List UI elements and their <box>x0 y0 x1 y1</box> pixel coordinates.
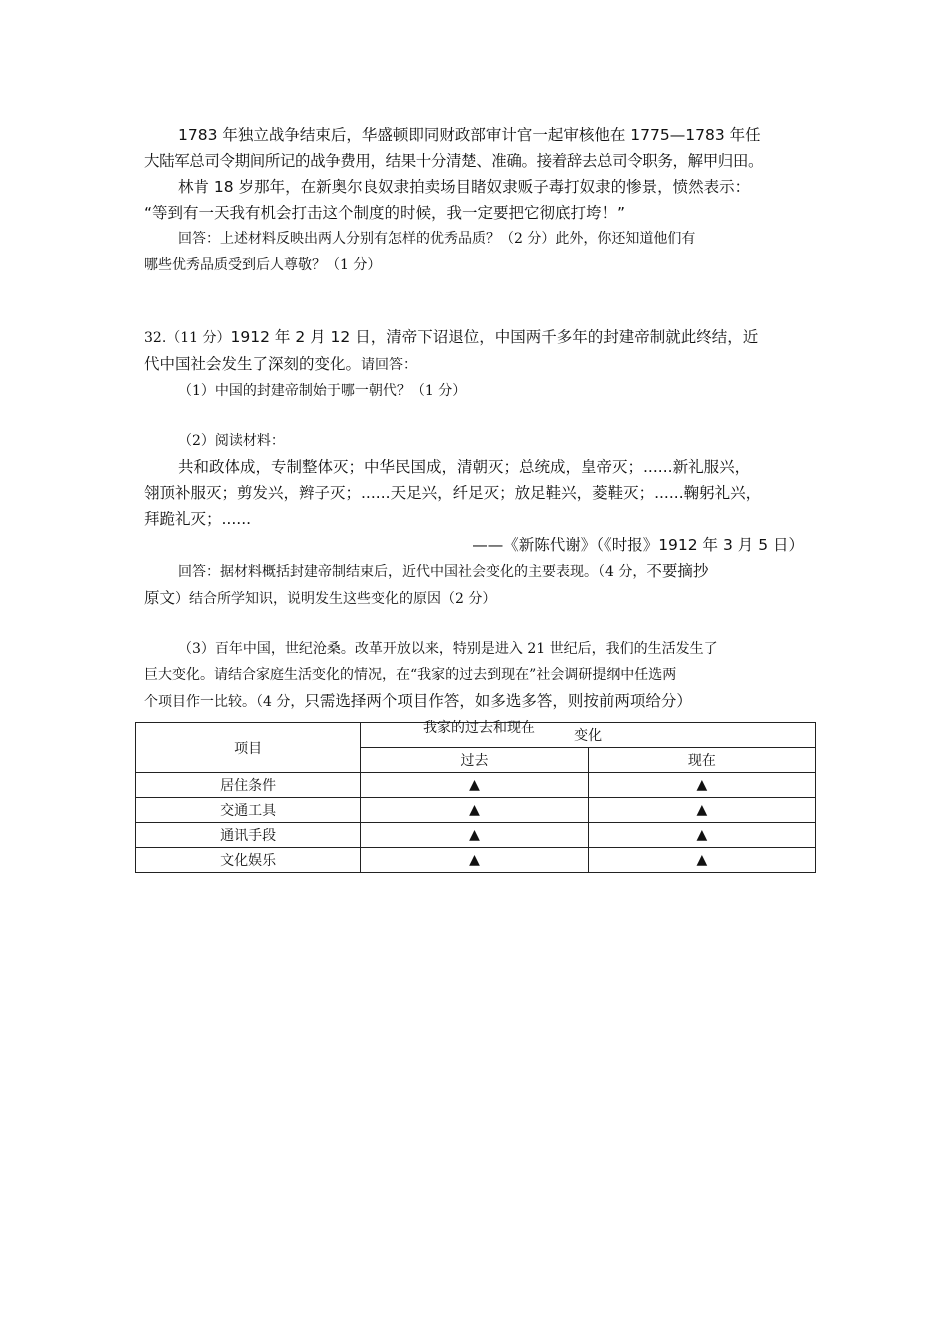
q32-heading-text: 1912 年 2 月 12 日，清帝下诏退位，中国两千多年的封建帝制就此终结，近 <box>230 328 759 346</box>
q32-answer-2-line-1 <box>144 558 814 585</box>
q32-sub-question-3-line-2: 巨大变化。请结合家庭生活变化的情况，在“我家的过去到现在”社会调研提纲中任选两 <box>144 667 677 683</box>
header-item: 项目 <box>136 723 361 773</box>
q32-prompt: 请回答： <box>361 357 418 373</box>
row-now-blank: ▲ <box>588 823 815 848</box>
table-row <box>136 798 816 823</box>
row-now-blank: ▲ <box>588 798 815 823</box>
material-line-3: 拜跪礼灭；...... <box>144 510 252 528</box>
q32-sub-question-2: （2）阅读材料： <box>178 433 285 449</box>
table-row <box>136 823 816 848</box>
q32-sub-question-1: （1）中国的封建帝制始于哪一朝代？（1 分） <box>178 383 467 399</box>
intro-paragraph-2-line-1: 林肯 18 岁那年，在新奥尔良奴隶拍卖场目睹奴隶贩子毒打奴隶的惨景，愤然表示： <box>178 178 751 196</box>
intro-question-line-2: 哪些优秀品质受到后人尊敬？（1 分） <box>144 257 382 273</box>
q32-heading-text-2: 代中国社会发生了深刻的变化。 <box>144 355 362 373</box>
q32-answer-2-line-2 <box>144 585 814 612</box>
table-row <box>136 848 816 873</box>
intro-paragraph-1-line-2: 大陆军总司令期间所记的战争费用，结果十分清楚、准确。接着辞去总司令职务，解甲归田。 <box>144 152 764 170</box>
q32-sub-question-3-line-3 <box>144 688 814 715</box>
row-item: 通讯手段 <box>136 823 361 848</box>
intro-paragraph-2-line-2: “等到有一天我有机会打击这个制度的时候，我一定要把它彻底打垮！” <box>144 204 626 222</box>
header-now: 现在 <box>588 748 815 773</box>
table-caption: 我家的过去和现在 <box>423 720 535 736</box>
answer-2-emphasis-2: 原文 <box>144 589 176 607</box>
row-past-blank: ▲ <box>361 798 588 823</box>
material-line-1: 共和政体成，专制整体灭；中华民国成，清朝灭；总统成，皇帝灭；......新礼服兴， <box>178 458 751 476</box>
row-now-blank: ▲ <box>588 773 815 798</box>
intro-paragraph-1-line-1: 1783 年独立战争结束后，华盛顿即同财政部审计官一起审核他在 1775—1783 年任 <box>178 126 761 144</box>
row-now-blank: ▲ <box>588 848 815 873</box>
spacer <box>144 612 814 636</box>
header-past: 过去 <box>361 748 588 773</box>
row-past-blank: ▲ <box>361 773 588 798</box>
sub-3-emphasis: 只需选择两个项目作答，如多选多答，则按前两项给分） <box>304 692 692 710</box>
spacer <box>144 278 814 324</box>
intro-question-line-1: 回答：上述材料反映出两人分别有怎样的优秀品质？（2 分）此外，你还知道他们有 <box>178 231 696 247</box>
row-item: 居住条件 <box>136 773 361 798</box>
sub-3-text: 个项目作一比较。（4 分， <box>144 694 305 710</box>
q32-sub-question-3-line-1: （3）百年中国，世纪沧桑。改革开放以来，特别是进入 21 世纪后，我们的生活发生了 <box>178 641 718 657</box>
row-past-blank: ▲ <box>361 848 588 873</box>
answer-2-text-2: ）结合所学知识，说明发生这些变化的原因（2 分） <box>175 591 497 607</box>
answer-2-text: 回答：据材料概括封建帝制结束后，近代中国社会变化的主要表现。（4 分， <box>178 564 647 580</box>
row-item: 文化娱乐 <box>136 848 361 873</box>
q32-number: 32.（11 分） <box>144 330 231 346</box>
q32-heading-line-2 <box>144 351 814 378</box>
header-change: 变化 <box>361 723 816 748</box>
material-source: ——《新陈代谢》（《时报》1912 年 3 月 5 日） <box>472 536 804 554</box>
survey-table <box>135 722 816 873</box>
spacer <box>144 404 814 428</box>
row-past-blank: ▲ <box>361 823 588 848</box>
document-body <box>144 122 814 755</box>
material-line-2: 翎顶补服灭；剪发兴，辫子灭；......天足兴，纤足灭；放足鞋兴，菱鞋灭；......鞠躬礼兴， <box>144 484 762 502</box>
row-item: 交通工具 <box>136 798 361 823</box>
q32-heading-line-1 <box>144 324 814 351</box>
answer-2-emphasis: 不要摘抄 <box>646 562 709 580</box>
table-row <box>136 773 816 798</box>
